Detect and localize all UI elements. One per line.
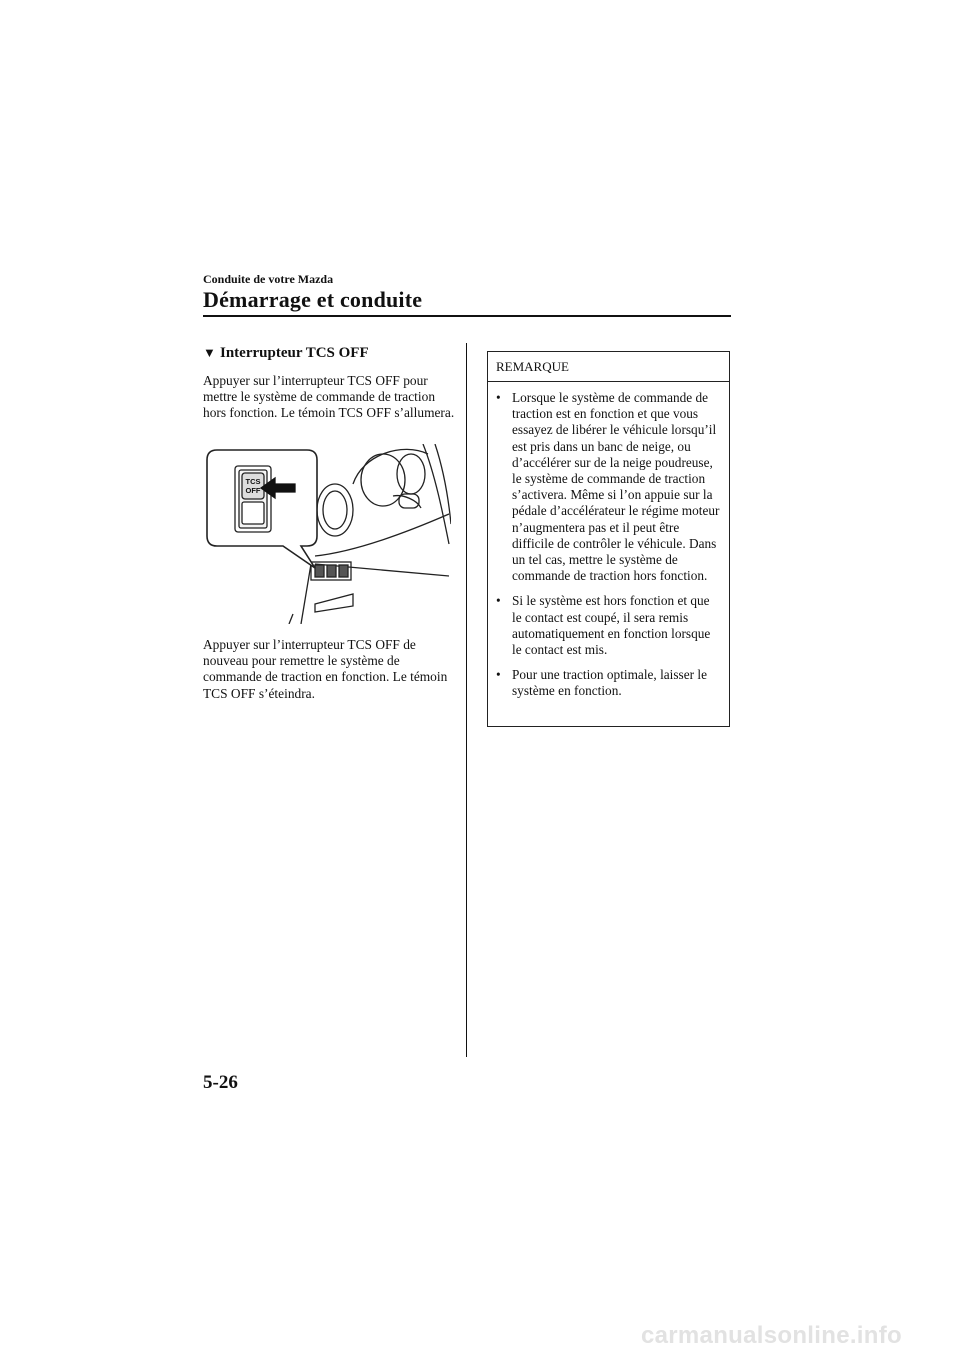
column-divider (466, 343, 467, 1057)
bullet-icon: • (496, 390, 501, 405)
instruction-paragraph-off: Appuyer sur l’interrupteur TCS OFF pour mettre le système de commande de traction hors fonction. Le témoin TCS OFF s’allumera. (203, 373, 455, 421)
bullet-icon: • (496, 667, 501, 683)
chapter-kicker: Conduite de votre Mazda (203, 272, 334, 286)
tcs-switch-illustration (203, 444, 451, 624)
page-number: 5-26 (203, 1072, 238, 1093)
note-item (496, 390, 721, 584)
switch-label-line2: OFF (245, 486, 261, 495)
watermark-bar (0, 1320, 960, 1358)
watermark-text: carmanualsonline.info (640, 1322, 902, 1349)
note-heading: REMARQUE (488, 352, 729, 382)
note-item-text: Pour une traction optimale, laisser le système en fonction. (512, 667, 707, 699)
note-item (496, 593, 721, 658)
instruction-paragraph-on: Appuyer sur l’interrupteur TCS OFF de nouveau pour remettre le système de commande de traction en fonction. Le témoin TCS OFF s’éteindra. (203, 637, 448, 701)
header-rule (203, 315, 731, 317)
chapter-title: Démarrage et conduite (203, 287, 423, 312)
note-list (488, 382, 729, 700)
bullet-icon: • (496, 593, 501, 609)
triangle-marker-icon: ▼ (203, 345, 216, 360)
note-box (487, 351, 730, 727)
switch-label-line1: TCS (245, 477, 261, 486)
section-heading-text: Interrupteur TCS OFF (220, 345, 369, 361)
note-item-text: Lorsque le système de commande de traction est en fonction et que vous essayez de libérer le véhicule lorsqu’il est pris dans un banc de neige, ou d’accélérer sur de la neige poudreuse, le système de commande de traction s’activera. Même si l’on appuie sur la pédale d’accélérateur le régime moteur n’augmentera pas et il peut être difficile de contrôler le véhicule. Dans un tel cas, mettre le système de commande de traction hors fonction. (512, 390, 720, 584)
section-heading (203, 345, 369, 362)
note-item (496, 667, 721, 699)
note-item-text: Si le système est hors fonction et que le contact est coupé, il sera remis automatiquement en fonction lorsque le contact est mis. (512, 593, 711, 658)
